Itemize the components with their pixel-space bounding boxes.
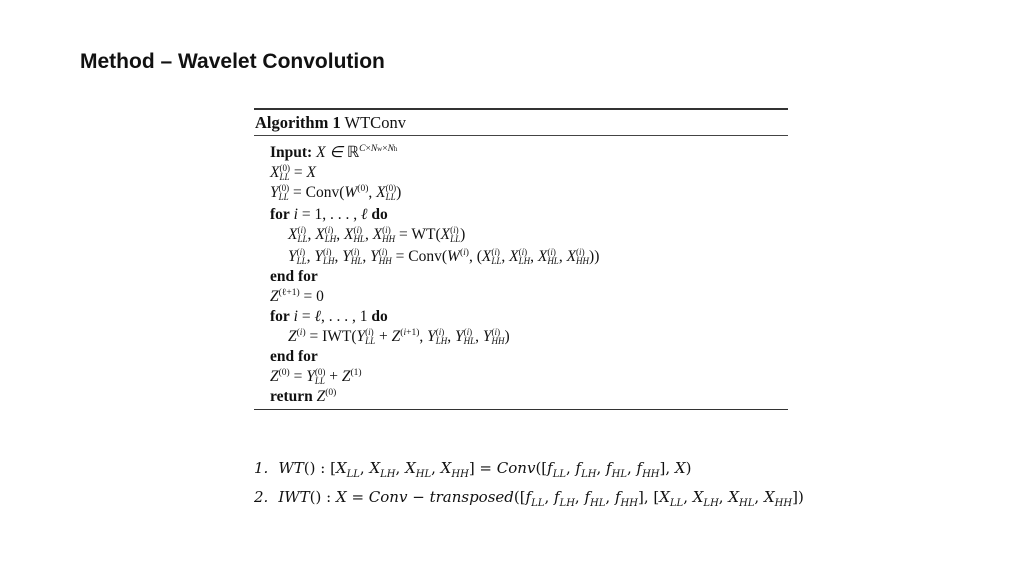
formula-number-1: 1. <box>254 459 269 477</box>
kw-input: Input: <box>270 144 313 161</box>
kw-do-1: do <box>371 206 388 223</box>
algo-line-init-y: Y (0) LL = $Conv(W^{(0)}$, X (0) LL ) <box>270 183 402 203</box>
slide-title: Method – Wavelet Convolution <box>80 50 385 73</box>
algorithm-box <box>254 108 788 410</box>
formula-number-2: 2. <box>254 488 269 506</box>
kw-for-1: for <box>270 206 290 223</box>
algorithm-top-rule <box>254 108 788 110</box>
algorithm-header-rule <box>254 135 788 136</box>
algo-line-input: Input: X ∈ ℝ$^{C\times Nw\times Nh}$ <box>270 143 398 161</box>
kw-for-2: for <box>270 308 290 325</box>
algo-line-end-for-1: end for <box>270 268 318 285</box>
algo-line-conv: Y (i) LL , Y (i) LH , Y (i) HL , Y (i) HH = $Conv(W^{(i)}$, (X (i) LL , X (i) LH , X (i) HL , X (i) HH )) <box>288 247 600 267</box>
algo-line-init-x: X (0) LL = X <box>270 163 316 183</box>
algo-line-wt: X (i) LL , X (i) LH , X (i) HL , X (i) HH = WT(X (i) LL ) <box>288 225 466 245</box>
algorithm-label: Algorithm 1 <box>255 113 341 132</box>
algo-line-z-final: $Z^{(0)} = Y$ (0) LL + $Z^{(1)}$ <box>270 367 362 387</box>
algorithm-bottom-rule <box>254 409 788 410</box>
algo-line-z-init: $Z^{(\ell+1)} = 0$ <box>270 287 324 305</box>
algo-line-iwt: $Z^{(i)} = IWT(Y$ (i) LL + $Z^{(i+1)}$, Y (i) LH , Y (i) HL , Y (i) HH ) <box>288 327 510 347</box>
kw-do-2: do <box>371 308 388 325</box>
algo-line-end-for-2: end for <box>270 348 318 365</box>
formula-wt: 1. WT() : [$X_{LL}$, $X_{LH}$, $X_{HL}$, $X_{HH}$] = $Conv([f_{LL}$, $f_{LH}$, $f_{HL}$, $f_{HH}$], X) <box>254 459 692 480</box>
formula-iwt: 2. IWT() : X = Conv − $transposed([f_{LL}$, $f_{LH}$, $f_{HL}$, $f_{HH}$], [$X_{LL}$, $X_{LH}$, $X_{HL}$, $X_{HH}$]) <box>254 488 804 509</box>
algorithm-name: WTConv <box>344 113 406 132</box>
algo-line-for-2: for i = ℓ, . . . , 1 do <box>270 308 388 325</box>
kw-return: return <box>270 388 313 405</box>
algo-line-for-1: for i = 1, . . . , ℓ do <box>270 206 388 223</box>
algorithm-header <box>255 113 406 133</box>
formula-list <box>254 454 804 512</box>
algo-line-return: return $Z^{(0)}$ <box>270 387 337 405</box>
